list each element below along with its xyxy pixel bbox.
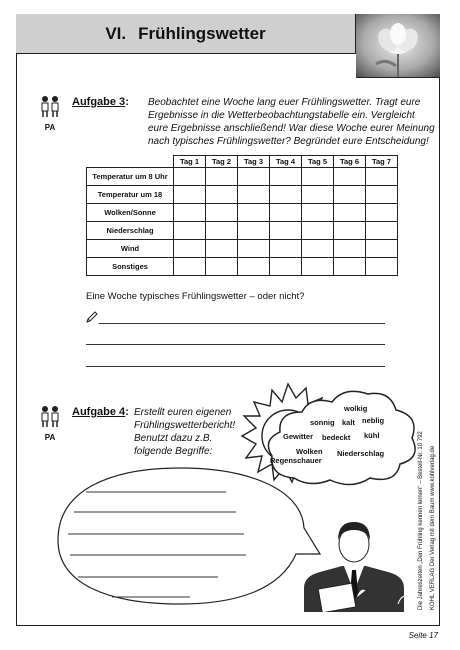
cloud-word: neblig	[362, 416, 385, 425]
task-4-text: Erstellt euren eigenen Frühlingswetterbericht! Benutzt dazu z.B. folgende Begriffe:	[134, 407, 236, 457]
publisher-text: KOHL VERLAG Der Verlag mit dem Baum www.kohlverlag.de	[430, 445, 436, 610]
chapter-number: VI.	[105, 23, 127, 43]
cloud-word: kalt	[342, 418, 355, 427]
table-row: Wind	[87, 240, 398, 258]
partner-work-icon	[38, 94, 62, 132]
cloud-word: Niederschlag	[337, 449, 385, 458]
cloud-word: sonnig	[310, 418, 335, 427]
weather-presenter-illustration	[300, 516, 410, 612]
speech-bubble	[50, 460, 330, 610]
cloud-word: Regenschauer	[270, 456, 322, 465]
table-row: Temperatur um 8 Uhr	[87, 168, 398, 186]
cloud-word: Gewitter	[283, 432, 314, 441]
column-header: Tag 1	[174, 156, 206, 168]
publisher-side-text	[410, 420, 440, 610]
answer-line	[99, 323, 385, 324]
page-title: Frühlingswetter	[138, 23, 266, 43]
question-text: Eine Woche typisches Frühlingswetter – oder nicht?	[86, 291, 305, 302]
column-header: Tag 7	[366, 156, 398, 168]
task-4-label: Aufgabe 4:	[72, 406, 129, 418]
table-row: Sonstiges	[87, 258, 398, 276]
table-row: Wolken/Sonne	[87, 204, 398, 222]
task-3-text: Beobachtet eine Woche lang euer Frühlingswetter. Tragt eure Ergebnisse in die Wetterbeobachtungstabelle ein. Vergleicht eure Ergebnisse anschließend! War diese Woche eurer Meinung nach typisches Frühlingswetter? Begründet eure Entscheidung!	[148, 97, 435, 147]
answer-line	[86, 344, 385, 345]
cloud-word: kühl	[364, 431, 380, 440]
cloud-word: bedeckt	[322, 433, 351, 442]
column-header: Tag 4	[270, 156, 302, 168]
flower-photo	[356, 14, 440, 78]
pa-badge: PA	[44, 123, 56, 132]
table-row: Niederschlag	[87, 222, 398, 240]
pa-badge: PA	[44, 433, 56, 442]
pencil-icon	[85, 310, 99, 329]
order-number-text: Die Jahreszeiten „Den Frühling kennen lernen“ – Bestell-Nr. 10 792	[418, 431, 424, 610]
column-header: Tag 6	[334, 156, 366, 168]
title-bar	[16, 14, 356, 54]
cloud-word: Wolken	[296, 447, 323, 456]
page-number: Seite 17	[408, 631, 438, 640]
column-header: Tag 3	[238, 156, 270, 168]
partner-work-icon	[38, 404, 62, 442]
answer-line	[86, 366, 385, 367]
weather-table	[86, 155, 398, 276]
table-row: Temperatur um 18	[87, 186, 398, 204]
column-header: Tag 2	[206, 156, 238, 168]
task-3-label: Aufgabe 3:	[72, 96, 129, 108]
table-header-row	[87, 156, 398, 168]
column-header: Tag 5	[302, 156, 334, 168]
cloud-word: wolkig	[344, 404, 368, 413]
